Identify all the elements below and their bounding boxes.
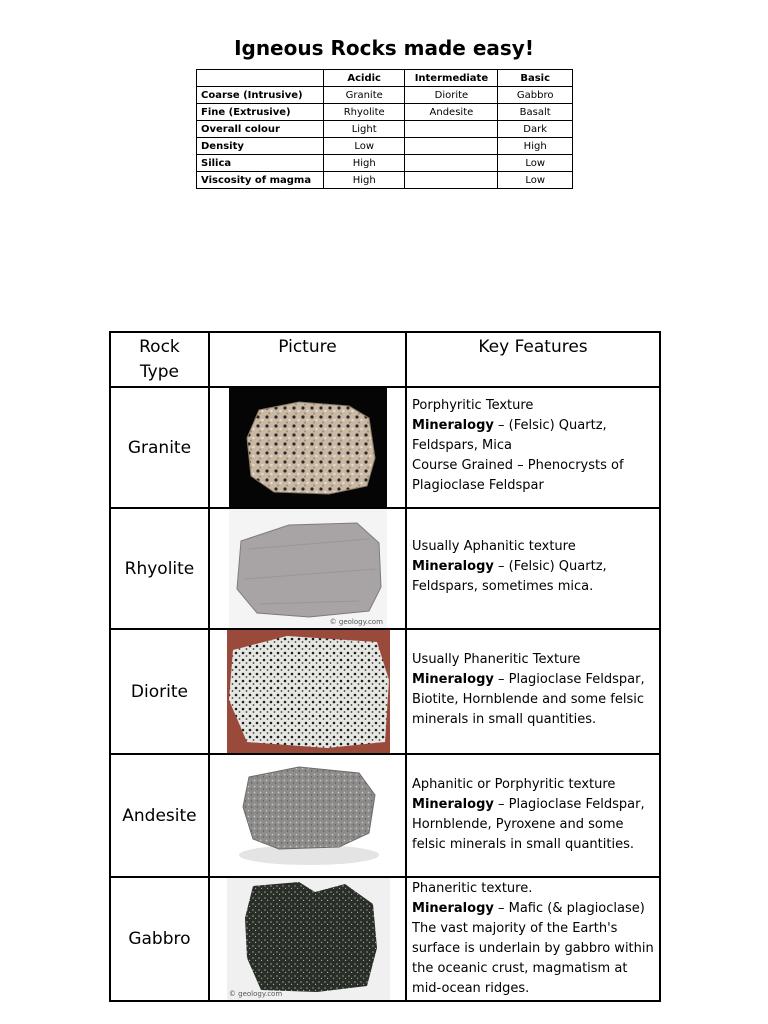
gabbro-photo (227, 878, 390, 1000)
rock-row-granite (110, 387, 660, 508)
gabbro-rock-image (227, 878, 390, 1000)
granite-rock-image (229, 388, 387, 507)
rock-picture-cell (209, 629, 406, 754)
feature-bold: Mineralogy (412, 418, 494, 433)
feature-text: – (Felsic) Quartz, Feldspars, sometimes mica. (412, 559, 607, 594)
feature-text: – Plagioclase Feldspar, Hornblende, Pyroxene and some felsic minerals in small quantities. (412, 797, 645, 852)
diorite-rock-image (227, 630, 390, 753)
rock-features (406, 387, 660, 508)
andesite-photo (229, 755, 387, 876)
rock-features (406, 877, 660, 1001)
basic-value: Low (498, 155, 573, 172)
row-label: Coarse (Intrusive) (197, 87, 324, 104)
feature-line (412, 899, 655, 919)
feature-line: Course Grained – Phenocrysts of Plagioclase Feldspar (412, 458, 624, 493)
basic-value: Low (498, 172, 573, 189)
feature-line (412, 557, 655, 597)
rock-name: Diorite (110, 629, 209, 754)
page-title: Igneous Rocks made easy! (234, 36, 534, 60)
granite-photo (229, 388, 387, 507)
acidic-value: Light (323, 121, 405, 138)
feature-bold: Mineralogy (412, 901, 494, 916)
rock-row-gabbro (110, 877, 660, 1001)
acidic-value: Granite (323, 87, 405, 104)
table-row (197, 87, 573, 104)
basic-value: Gabbro (498, 87, 573, 104)
row-label: Viscosity of magma (197, 172, 324, 189)
rock-types-table (109, 331, 661, 1002)
summary-header-blank (197, 70, 324, 87)
intermediate-value (405, 138, 498, 155)
header-key-features: Key Features (406, 332, 660, 387)
table-row (197, 155, 573, 172)
summary-header-row (197, 70, 573, 87)
rhyolite-photo (229, 509, 387, 628)
rock-features (406, 629, 660, 754)
table-row (197, 104, 573, 121)
acidic-value: Low (323, 138, 405, 155)
summary-header-intermediate: Intermediate (405, 70, 498, 87)
photo-credit: © geology.com (329, 618, 383, 626)
rock-features (406, 508, 660, 629)
feature-line (412, 670, 655, 730)
rock-name: Andesite (110, 754, 209, 877)
feature-line (412, 795, 655, 855)
intermediate-value (405, 121, 498, 138)
rock-row-andesite (110, 754, 660, 877)
intermediate-value (405, 172, 498, 189)
rock-picture-cell (209, 877, 406, 1001)
feature-text: – Mafic (& plagioclase) (493, 901, 645, 916)
feature-line: Usually Phaneritic Texture (412, 652, 581, 667)
rock-picture-cell (209, 754, 406, 877)
header-picture: Picture (209, 332, 406, 387)
table-row (197, 172, 573, 189)
diorite-photo (227, 630, 390, 753)
header-rock-type: Rock Type (110, 332, 209, 387)
rock-picture-cell (209, 508, 406, 629)
photo-credit: © geology.com (228, 990, 283, 998)
andesite-rock-image (229, 755, 387, 876)
rock-row-diorite (110, 629, 660, 754)
rock-picture-cell (209, 387, 406, 508)
rock-name: Gabbro (110, 877, 209, 1001)
rocks-header-row (110, 332, 660, 387)
basic-value: High (498, 138, 573, 155)
rock-row-rhyolite (110, 508, 660, 629)
acidic-value: High (323, 155, 405, 172)
rock-name: Rhyolite (110, 508, 209, 629)
row-label: Silica (197, 155, 324, 172)
feature-line: Usually Aphanitic texture (412, 539, 576, 554)
rock-name: Granite (110, 387, 209, 508)
row-label: Density (197, 138, 324, 155)
intermediate-value (405, 155, 498, 172)
table-row (197, 121, 573, 138)
basic-value: Dark (498, 121, 573, 138)
table-row (197, 138, 573, 155)
intermediate-value: Diorite (405, 87, 498, 104)
feature-line (412, 416, 655, 456)
feature-line: Phaneritic texture. (412, 881, 533, 896)
rock-features (406, 754, 660, 877)
feature-bold: Mineralogy (412, 559, 494, 574)
feature-line: Porphyritic Texture (412, 398, 534, 413)
feature-line: The vast majority of the Earth's surface is underlain by gabbro within the oceanic crust, magmatism at mid-ocean ridges. (412, 921, 654, 996)
acidic-value: High (323, 172, 405, 189)
feature-bold: Mineralogy (412, 797, 494, 812)
feature-text: – Plagioclase Feldspar, Biotite, Hornblende and some felsic minerals in small quantities. (412, 672, 645, 727)
rhyolite-rock-image (229, 509, 387, 628)
igneous-summary-table (196, 69, 573, 189)
summary-header-acidic: Acidic (323, 70, 405, 87)
feature-bold: Mineralogy (412, 672, 494, 687)
acidic-value: Rhyolite (323, 104, 405, 121)
feature-line: Aphanitic or Porphyritic texture (412, 777, 616, 792)
feature-text: – (Felsic) Quartz, Feldspars, Mica (412, 418, 607, 453)
row-label: Overall colour (197, 121, 324, 138)
row-label: Fine (Extrusive) (197, 104, 324, 121)
basic-value: Basalt (498, 104, 573, 121)
intermediate-value: Andesite (405, 104, 498, 121)
summary-header-basic: Basic (498, 70, 573, 87)
